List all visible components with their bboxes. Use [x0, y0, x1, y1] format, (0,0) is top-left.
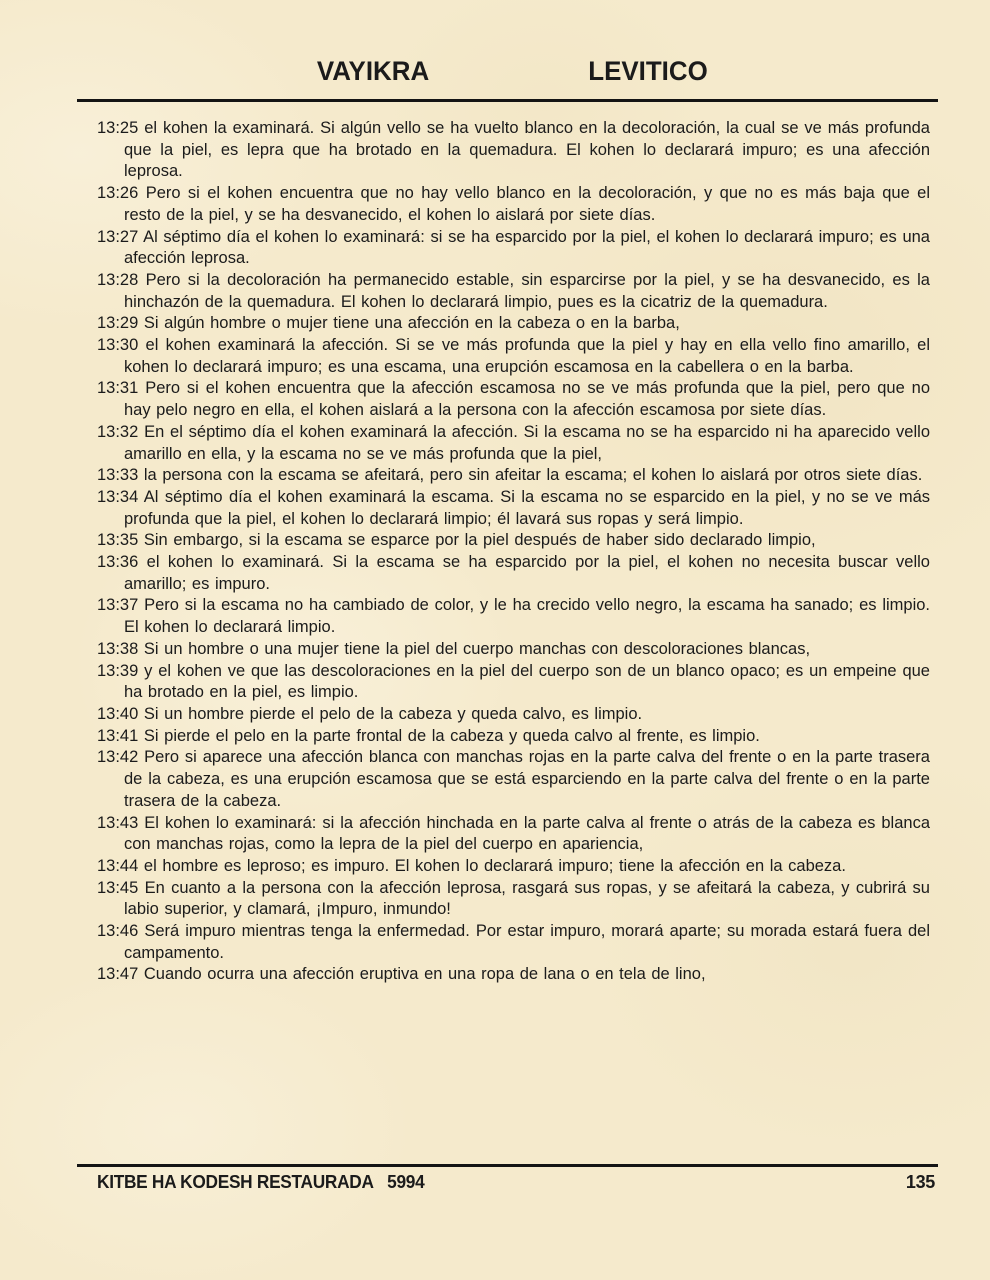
verse-text: Sin embargo, si la escama se esparce por la piel después de haber sido declarado limpio, — [143, 531, 816, 550]
verse-number: 13:35 — [97, 531, 139, 550]
verse-text: el kohen lo examinará. Si la escama se ha esparcido por la piel, el kohen no necesita buscar vello amarillo; es impuro. — [124, 553, 930, 593]
footer-page-number: 135 — [905, 1172, 935, 1192]
verse — [97, 878, 930, 921]
footer-edition-title: KITBE HA KODESH RESTAURADA — [97, 1172, 374, 1192]
verse-number: 13:37 — [97, 596, 139, 615]
verse-number: 13:31 — [97, 379, 139, 398]
verse-number: 13:47 — [97, 965, 139, 984]
verse-number: 13:41 — [97, 726, 139, 745]
verse-text: la persona con la escama se afeitará, pero sin afeitar la escama; el kohen lo aislará por otros siete días. — [143, 466, 923, 485]
footer-edition-year: 5994 — [387, 1172, 425, 1192]
verse-number: 13:45 — [97, 878, 139, 897]
verse — [97, 747, 930, 812]
verse-number: 13:34 — [97, 487, 139, 506]
verse — [97, 227, 930, 270]
verse — [97, 856, 930, 878]
verse-number: 13:32 — [97, 422, 139, 441]
verse-text: el hombre es leproso; es impuro. El kohen lo declarará impuro; tiene la afección en la cabeza. — [143, 856, 846, 875]
verse-text: Pero si la decoloración ha permanecido estable, sin esparcirse por la piel, y se ha desvanecido, es la hinchazón de la quemadura. El kohen lo declarará limpio, pues es la cicatriz de la quemadura. — [124, 270, 930, 311]
verse — [97, 552, 930, 595]
verse-number: 13:29 — [97, 314, 139, 333]
verse-number: 13:46 — [97, 922, 139, 941]
verse-text: Si un hombre o una mujer tiene la piel del cuerpo manchas con descoloraciones blancas, — [143, 639, 811, 658]
verse-text: Pero si el kohen encuentra que la afección escamosa no se ve más profunda que la piel, pero que no hay pelo negro en ella, el kohen aislará a la persona con la afección escamosa por siete días. — [124, 379, 930, 420]
footer-edition — [97, 1172, 424, 1193]
verse — [97, 378, 930, 421]
header-title-spanish: LEVITICO — [588, 56, 708, 86]
verse-text: Pero si aparece una afección blanca con manchas rojas en la parte calva del frente o en la parte trasera de la cabeza, es una erupción escamosa que se está esparciendo en la parte calva del frente o en la parte trasera de la cabeza. — [124, 748, 930, 810]
verse-text: el kohen la examinará. Si algún vello se ha vuelto blanco en la decoloración, la cual se ve más profunda que la piel, es lepra que ha brotado en la quemadura. El kohen lo declarará impuro; es una afección leprosa. — [124, 119, 930, 181]
verse-number: 13:30 — [97, 336, 139, 355]
verse-text: Pero si el kohen encuentra que no hay vello blanco en la decoloración, y que no es más baja que el resto de la piel, y se ha desvanecido, el kohen lo aislará por siete días. — [124, 184, 930, 224]
verse-number: 13:38 — [97, 639, 139, 658]
verse — [97, 921, 930, 964]
verse-text: En el séptimo día el kohen examinará la afección. Si la escama no se ha esparcido ni ha aparecido vello amarillo en ella, y la escama no se ve más profunda que la piel, — [124, 422, 930, 463]
verse-text: Al séptimo día el kohen examinará la escama. Si la escama no se esparcido en la piel, y no se ve más profunda que la piel, el kohen lo declarará limpio; él lavará sus ropas y será limpio. — [124, 487, 930, 528]
verse-text: Si pierde el pelo en la parte frontal de la cabeza y queda calvo al frente, es limpio. — [143, 726, 760, 745]
verse-number: 13:36 — [97, 553, 139, 572]
verse — [97, 487, 930, 530]
verse-text: Cuando ocurra una afección eruptiva en una ropa de lana o en tela de lino, — [143, 965, 706, 984]
verse-text: y el kohen ve que las descoloraciones en la piel del cuerpo son de un blanco opaco; es un empeine que ha brotado en la piel, es limpio. — [124, 661, 930, 702]
verse-number: 13:26 — [97, 184, 139, 203]
verse — [97, 335, 930, 378]
verse-text: Si algún hombre o mujer tiene una afección en la cabeza o en la barba, — [143, 314, 680, 333]
footer-rule — [77, 1164, 938, 1167]
verse-text: El kohen lo examinará: si la afección hinchada en la parte calva al frente o atrás de la cabeza es blanca con manchas rojas, como la lepra de la piel del cuerpo en apariencia, — [124, 813, 930, 854]
verse — [97, 704, 930, 726]
verse-number: 13:40 — [97, 704, 139, 723]
verse — [97, 813, 930, 856]
verse — [97, 639, 930, 661]
verse — [97, 530, 930, 552]
verse — [97, 313, 930, 335]
header-title-hebrew: VAYIKRA — [316, 56, 430, 86]
verse — [97, 270, 930, 313]
verse-text: Pero si la escama no ha cambiado de color, y le ha crecido vello negro, la escama ha sanado; es limpio. El kohen lo declarará limpio. — [124, 596, 930, 637]
verse-text: Será impuro mientras tenga la enfermedad. Por estar impuro, morará aparte; su morada estará fuera del campamento. — [124, 922, 930, 962]
verse — [97, 422, 930, 465]
verse-number: 13:25 — [97, 119, 139, 137]
verse — [97, 726, 930, 748]
verse — [97, 118, 930, 183]
verse-text: Si un hombre pierde el pelo de la cabeza y queda calvo, es limpio. — [143, 704, 643, 723]
verse-list — [97, 118, 930, 1160]
verse-text: Al séptimo día el kohen lo examinará: si se ha esparcido por la piel, el kohen lo declarará impuro; es una afección leprosa. — [124, 227, 930, 268]
verse — [97, 465, 930, 487]
verse-number: 13:28 — [97, 270, 139, 289]
verse — [97, 183, 930, 226]
verse-number: 13:42 — [97, 748, 139, 767]
verse — [97, 595, 930, 638]
verse-number: 13:43 — [97, 813, 139, 832]
verse — [97, 964, 930, 986]
verse-number: 13:33 — [97, 466, 139, 485]
verse-number: 13:39 — [97, 661, 139, 680]
footer — [97, 1172, 935, 1193]
verse-text: En cuanto a la persona con la afección leprosa, rasgará sus ropas, y se afeitará la cabeza, y cubrirá su labio superior, y clamará, ¡Impuro, inmundo! — [124, 878, 930, 919]
verse-number: 13:44 — [97, 856, 139, 875]
verse-number: 13:27 — [97, 227, 139, 246]
header-rule — [77, 99, 938, 102]
verse — [97, 661, 930, 704]
verse-text: el kohen examinará la afección. Si se ve más profunda que la piel y hay en ella vello fino amarillo, el kohen lo declarará impuro; es una escama, una erupción escamosa en la cabellera o en la barba. — [124, 336, 930, 376]
